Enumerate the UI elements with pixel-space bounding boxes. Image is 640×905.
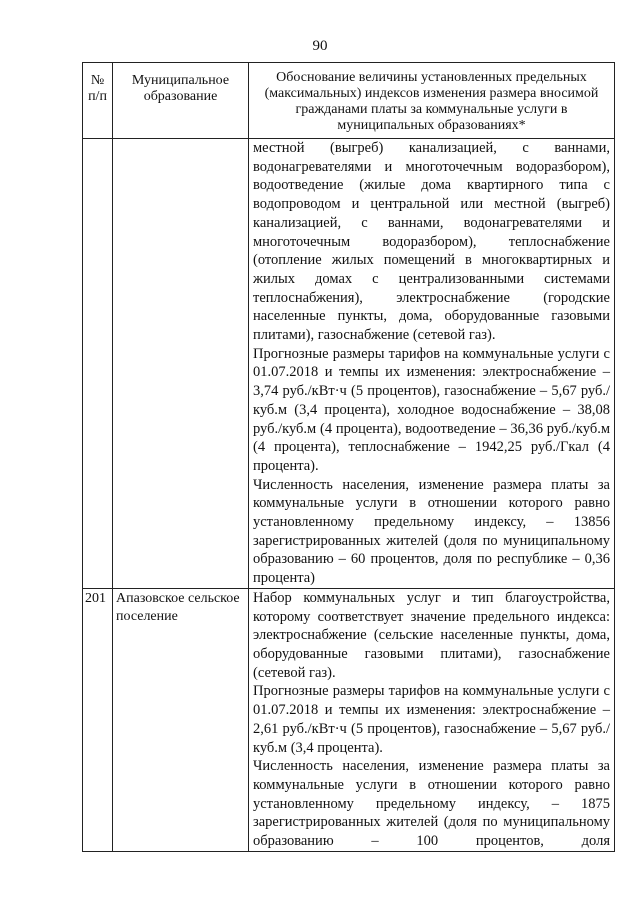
paragraph-utility-set: местной (выгреб) канализацией, с ваннами, водонагревателями и многоточечным водоразбором), водоотведение (жилые дома квартирного типа с водопроводом и центральной или местной (выгреб) канализацией, с ваннами, водонагревателями и многоточечным водоразбором), теплоснабжение (отопление жилых помещений в многоквартирных и жилых домах с централизованными системами теплоснабжения), электроснабжение (городские населенные пункты, дома, оборудованные газовыми плитами), газоснабжение (сетевой газ). xyxy=(253,140,610,344)
paragraph-tariff-forecast: Прогнозные размеры тарифов на коммунальные услуги с 01.07.2018 и темпы их изменения: электроснабжение – 3,74 руб./кВт·ч (5 процентов), газоснабжение – 5,67 руб./куб.м (3,4 процента), холодное водоснабжение – 38,08 руб./куб.м (4 процента), водоотведение – 36,36 руб./куб.м (4 процента), теплоснабжение – 1942,25 руб./Гкал (4 процента). xyxy=(253,345,610,474)
paragraph-utility-set: Набор коммунальных услуг и тип благоустройства, которому соответствует значение предельного индекса: электроснабжение (сельские населенные пункты, дома, оборудованные газовыми плитами), газоснабжение (сетевой газ). xyxy=(253,589,610,681)
header-number-text: № п/п xyxy=(88,73,107,104)
paragraph-population: Численность населения, изменение размера платы за коммунальные услуги в отношении которого равно установленному предельному индексу, – 1875 зарегистрированных жителей (доля по муниципальному образованию – 100 процентов, доля xyxy=(253,758,610,850)
tariff-justification-table xyxy=(82,62,615,852)
paragraph-population: Численность населения, изменение размера платы за коммунальные услуги в отношении которого равно установленному предельному индексу, – 13856 зарегистрированных жителей (доля по муниципальному образованию – 60 процентов, доля по республике – 0,36 процента) xyxy=(253,476,610,587)
row-justification xyxy=(249,588,615,851)
header-justification: Обоснование величины установленных предельных (максимальных) индексов изменения размера вносимой гражданами платы за коммунальные услуги в муниципальных образованиях* xyxy=(249,63,615,139)
row-municipality: Апазовское сельское поселение xyxy=(113,588,249,851)
paragraph-tariff-forecast: Прогнозные размеры тарифов на коммунальные услуги с 01.07.2018 и темпы их изменения: электроснабжение – 2,61 руб./кВт·ч (5 процентов), газоснабжение – 5,67 руб./куб.м (3,4 процента). xyxy=(253,683,610,756)
row-number: 201 xyxy=(83,588,113,851)
row-justification xyxy=(249,139,615,589)
row-number xyxy=(83,139,113,589)
table-header-row xyxy=(83,63,615,139)
header-municipality: Муниципальное образование xyxy=(113,63,249,139)
table-row xyxy=(83,139,615,589)
row-municipality xyxy=(113,139,249,589)
table-row xyxy=(83,588,615,851)
header-number xyxy=(83,63,113,139)
page-number: 90 xyxy=(312,38,328,54)
